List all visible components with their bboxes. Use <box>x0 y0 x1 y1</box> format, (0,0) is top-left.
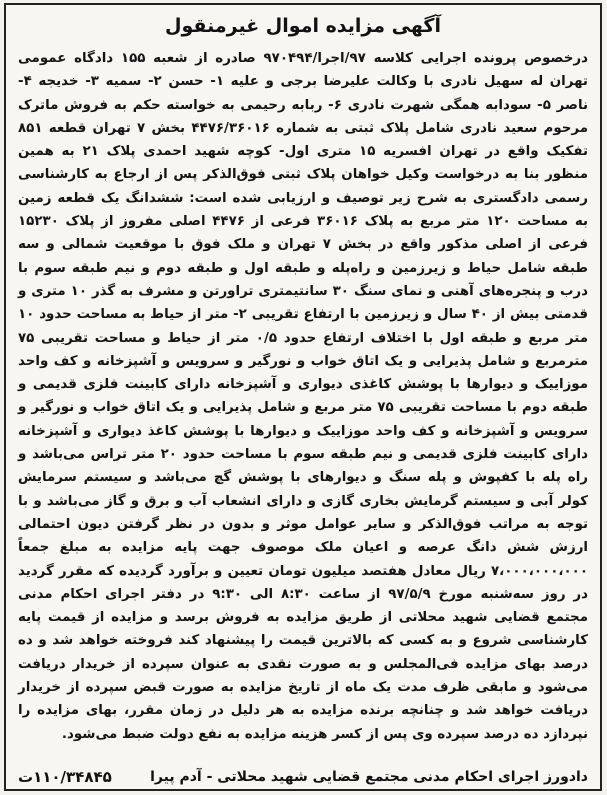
notice-frame <box>4 3 602 791</box>
notice-signature: دادورز اجرای احکام مدنی مجتمع قضایی شهید محلاتی - آدم پیرا <box>150 769 588 785</box>
notice-footer <box>18 765 588 789</box>
notice-code: ۱۱۰/۳۴۸۴۵ت <box>18 768 112 786</box>
notice-title: آگهی مزایده اموال غیرمنقول <box>165 15 441 37</box>
notice-body: درخصوص پرونده اجرایی کلاسه ۹۷/اجرا/۹۷۰۴۹۴ صادره از شعبه ۱۵۵ دادگاه عمومی تهران له سهیل نادری با وکالت علیرضا برجی و علیه ۱- حسن ۲- سمیه ۳- خدیجه ۴- ناصر ۵- سودابه همگی شهرت نادری ۶- ربابه رحیمی به خواسته حکم به فروش ماترک مرحوم سعید نادری شامل پلاک ثبتی به شماره ۴۴۷۶/۳۶۰۱۶ بخش ۷ تهران قطعه ۸۵۱ تفکیک واقع در تهران افسریه ۱۵ متری اول- کوچه شهید احمدی پلاک ۲۱ به همین منظور بنا به درخواست وکیل خواهان پلاک ثبتی فوق‌الذکر پس از ارجاع به کارشناسی رسمی دادگستری به شرح زیر توصیف و ارزیابی شده است: ششدانگ یک قطعه زمین به مساحت ۱۲۰ متر مربع به پلاک ۳۶۰۱۶ فرعی از ۴۴۷۶ اصلی مفروز از پلاک ۱۵۲۳۰ فرعی از اصلی مذکور واقع در بخش ۷ تهران و ملک فوق با موقعیت شمالی و سه طبقه شامل حیاط و زیرزمین و راه‌پله و طبقه اول و طبقه دوم و نیم طبقه سوم با درب و پنجره‌های آهنی و نمای سنگ ۳۰ سانتیمتری تراورتن و مشرف به گذر ۱۰ متری و قدمتی بیش از ۴۰ سال و زیرزمین با ارتفاع تقریبی ۲- متر از حیاط به مساحت حدود ۱۰ متر مربع و طبقه اول با اختلاف ارتفاع حدود ۰/۵ متر از حیاط و مساحت تقریبی ۷۵ مترمربع و شامل پذیرایی و یک اتاق خواب و نورگیر و سرویس و آشپزخانه و کف واحد موزاییک و دیوارها با پوشش کاغذی دیواری و آشپزخانه دارای کابینت فلزی قدیمی و طبقه دوم با مساحت تقریبی ۷۵ متر مربع و شامل پذیرایی و یک اتاق خواب و نورگیر و سرویس و آشپزخانه و کف واحد موزاییک و دیوارها با پوشش کاغذ دیواری و آشپزخانه دارای کابینت فلزی قدیمی و نیم طبقه سوم با مساحت حدود ۲۰ متر تراس می‌باشد و راه پله با کفپوش و پله سنگ و دیوارهای با پوشش گچ می‌باشد و سیستم سرمایش کولر آبی و سیستم گرمایش بخاری گازی و دارای انشعاب آب و برق و گاز می‌باشد و با توجه به مراتب فوق‌الذکر و سایر عوامل موثر و بدون در نظر گرفتن دیون احتمالی ارزش شش دانگ عرصه و اعیان ملک موصوف جهت پایه مزایده به مبلغ جمعاً ۷،۰۰۰،۰۰۰،۰۰۰ ریال معادل هفتصد میلیون تومان تعیین و برآورد گردیده که مقرر گردید در روز سه‌شنبه مورخ ۹۷/۵/۹ از ساعت ۸:۳۰ الی ۹:۳۰ در دفتر اجرای احکام مدنی مجتمع قضایی شهید محلاتی از طریق مزایده به فروش برسد و مزایده از قیمت پایه کارشناسی شروع و به کسی که بالاترین قیمت را پیشنهاد کند فروخته خواهد شد و ده درصد بهای مزایده فی‌المجلس و به صورت نقدی به عنوان سپرده از خریدار دریافت می‌شود و مابقی ظرف مدت یک ماه از تاریخ مزایده به صورت قبض سپرده از خریدار دریافت خواهد شد و چنانچه برنده مزایده به هر دلیل در زمان مقرر، بهای مزایده را نپردازد ده درصد سپرده وی پس از کسر هزینه مزایده به نفع دولت ضبط می‌شود. <box>18 51 589 742</box>
